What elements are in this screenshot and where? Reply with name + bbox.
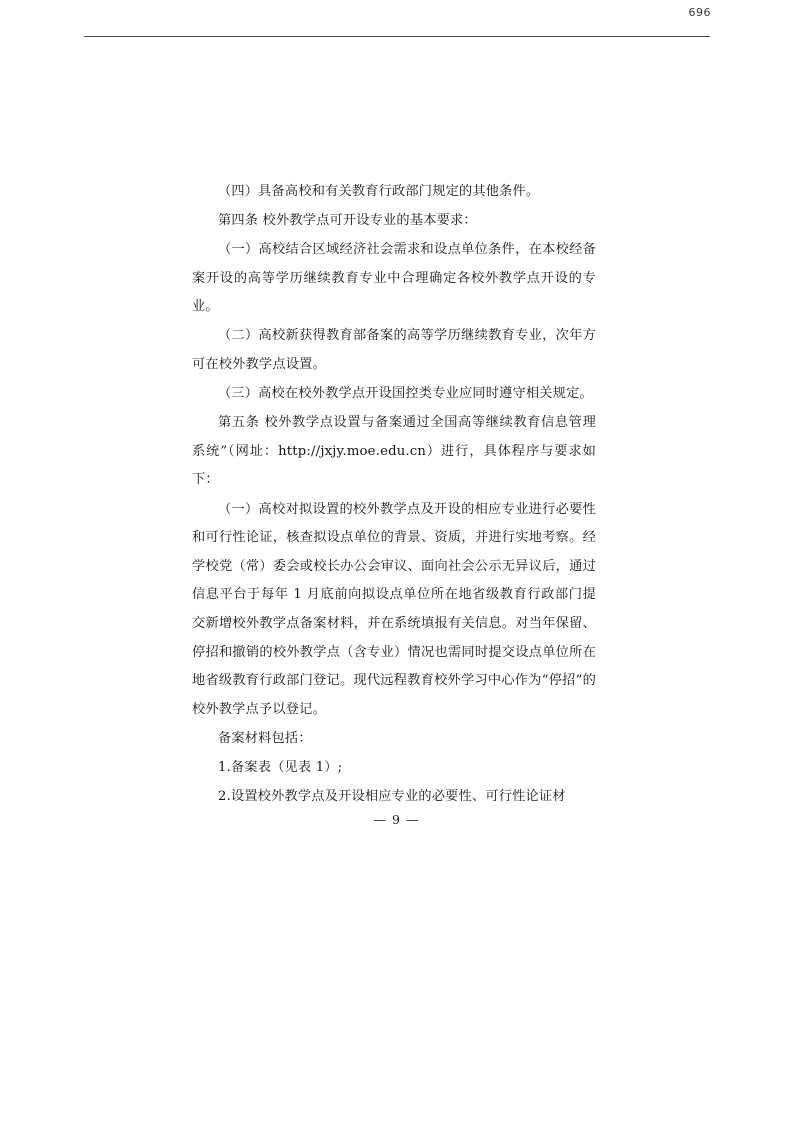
document-body [192,178,596,812]
paragraph-8: 备案材料包括： [218,730,312,746]
paragraph-7: （一）高校对拟设置的校外教学点及开设的相应专业进行必要性和可行性论证，核查拟设点单位的背景、资质，并进行实地考察。经学校党（常）委会或校长办公会审议、面向社会公示无异议后，通过信息平台于每年 1 月底前向拟设点单位所在地省级教育行政部门提交新增校外教学点备案材料，并在系统填报有关信息。对当年保留、停招和撤销的校外教学点（含专业）情况也需同时提交设点单位所在地省级教育行政部门登记。现代远程教育校外学习中心作为“停招”的校外教学点予以登记。 [192,501,596,717]
footer-page-marker: — 9 — [373,812,420,827]
paragraph-4: （二）高校新获得教育部备案的高等学历继续教育专业，次年方可在校外教学点设置。 [192,328,596,373]
paragraph-3: （一）高校结合区域经济社会需求和设点单位条件，在本校经备案开设的高等学历继续教育专业中合理确定各校外教学点开设的专业。 [192,242,596,315]
paragraph-6: 第五条 校外教学点设置与备案通过全国高等继续教育信息管理系统”（网址：http://jxjy.moe.edu.cn）进行，具体程序与要求如下： [192,415,596,488]
header-divider [84,36,710,37]
paragraph-2: 第四条 校外教学点可开设专业的基本要求： [218,213,477,229]
paragraph-9: 1.备案表（见表 1）; [218,759,343,775]
page-header-number: 696 [688,6,711,19]
paragraph-5: （三）高校在校外教学点开设国控类专业应同时遵守相关规定。 [218,386,593,402]
paragraph-1: （四）具备高校和有关教育行政部门规定的其他条件。 [218,184,540,199]
page-footer [0,812,793,827]
paragraph-10: 2.设置校外教学点及开设相应专业的必要性、可行性论证材 [218,788,566,804]
